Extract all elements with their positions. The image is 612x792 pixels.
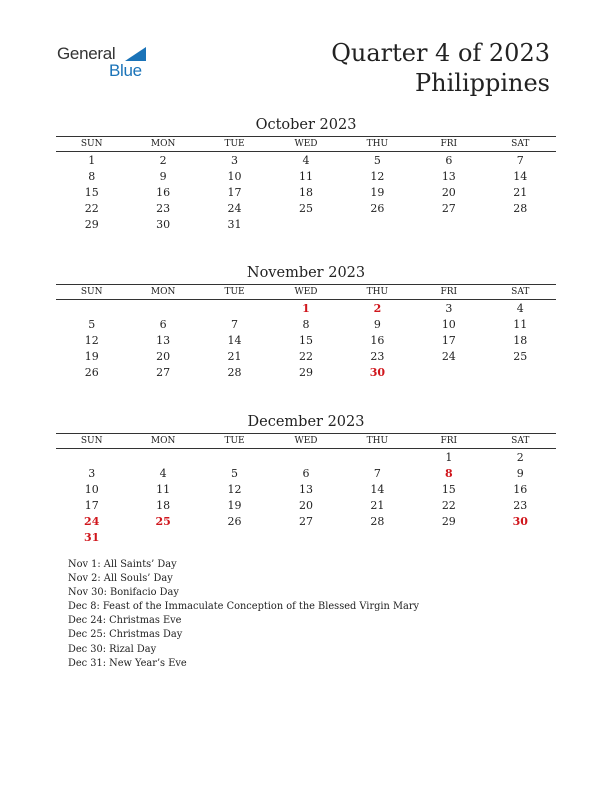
day-cell: 6 <box>445 153 453 167</box>
day-cell: 15 <box>84 185 99 199</box>
week-row <box>56 529 556 545</box>
page-title <box>331 38 550 98</box>
day-cell: 11 <box>513 317 528 331</box>
month-title: November 2023 <box>246 265 366 281</box>
day-cell <box>199 529 270 545</box>
day-cell <box>270 216 341 232</box>
day-cell: 9 <box>159 169 167 183</box>
day-cell <box>413 529 484 545</box>
day-cell: 7 <box>373 466 381 480</box>
day-cell: 28 <box>370 514 385 528</box>
day-cell: 27 <box>156 365 171 379</box>
day-cell: 18 <box>513 333 528 347</box>
day-cell <box>342 449 413 466</box>
day-cell: 13 <box>441 169 456 183</box>
day-cell: 25 <box>298 201 313 215</box>
day-cell <box>127 300 198 317</box>
day-cell: 29 <box>441 514 456 528</box>
calendar-grid <box>56 284 556 380</box>
day-cell: 9 <box>373 317 381 331</box>
day-cell: 3 <box>445 301 453 315</box>
holiday-day-cell: 31 <box>84 530 100 544</box>
holiday-day-cell: 30 <box>369 365 386 379</box>
day-cell: 21 <box>370 498 385 512</box>
logo-text-blue: Blue <box>109 61 142 80</box>
day-cell: 19 <box>370 185 385 199</box>
day-cell <box>199 449 270 466</box>
day-cell: 19 <box>84 349 99 363</box>
day-cell <box>127 449 198 466</box>
week-row <box>56 300 556 317</box>
day-cell: 22 <box>298 349 313 363</box>
calendar-grid <box>56 136 556 232</box>
holiday-note: Dec 8: Feast of the Immaculate Conception of the Blessed Virgin Mary <box>68 601 420 613</box>
day-cell <box>485 529 556 545</box>
day-cell: 18 <box>298 185 313 199</box>
day-cell: 29 <box>298 365 313 379</box>
day-cell: 5 <box>231 466 239 480</box>
week-row <box>56 513 556 529</box>
day-cell: 15 <box>441 482 456 496</box>
day-cell: 17 <box>227 185 242 199</box>
day-cell: 9 <box>516 466 524 480</box>
day-cell: 4 <box>159 466 167 480</box>
holiday-notes <box>68 558 419 671</box>
day-cell: 27 <box>441 201 456 215</box>
day-cell: 23 <box>513 498 528 512</box>
day-cell: 1 <box>88 153 96 167</box>
calendar-grid <box>56 433 556 545</box>
weekday-header: WED <box>270 285 341 300</box>
week-row <box>56 152 556 169</box>
day-cell <box>56 300 127 317</box>
weekday-header: MON <box>127 285 198 300</box>
day-cell: 11 <box>298 169 313 183</box>
weekday-header: TUE <box>199 285 270 300</box>
day-cell: 26 <box>370 201 385 215</box>
day-cell: 7 <box>231 317 239 331</box>
day-cell <box>270 449 341 466</box>
day-cell: 19 <box>227 498 242 512</box>
day-cell: 20 <box>441 185 456 199</box>
week-row <box>56 449 556 466</box>
day-cell: 27 <box>298 514 313 528</box>
day-cell: 31 <box>227 217 242 231</box>
day-cell: 26 <box>84 365 99 379</box>
weekday-header: MON <box>127 434 198 449</box>
day-cell: 6 <box>159 317 167 331</box>
day-cell: 3 <box>88 466 96 480</box>
weekday-header: TUE <box>199 434 270 449</box>
day-cell: 8 <box>88 169 96 183</box>
day-cell: 5 <box>88 317 96 331</box>
weekday-header: SUN <box>56 137 127 152</box>
day-cell: 20 <box>156 349 171 363</box>
day-cell: 18 <box>156 498 171 512</box>
weekday-header: THU <box>342 434 413 449</box>
day-cell: 7 <box>516 153 524 167</box>
weekday-header: TUE <box>199 137 270 152</box>
week-row <box>56 332 556 348</box>
day-cell: 5 <box>373 153 381 167</box>
day-cell: 11 <box>156 482 171 496</box>
day-cell: 12 <box>227 482 242 496</box>
day-cell: 12 <box>370 169 385 183</box>
day-cell: 21 <box>513 185 528 199</box>
weekday-header: SAT <box>485 285 556 300</box>
weekday-header: THU <box>342 137 413 152</box>
day-cell: 26 <box>227 514 242 528</box>
month-december <box>56 414 556 545</box>
weekday-header: SAT <box>485 434 556 449</box>
week-row <box>56 168 556 184</box>
day-cell: 22 <box>441 498 456 512</box>
day-cell <box>485 216 556 232</box>
logo-text-general: General <box>57 44 116 63</box>
day-cell <box>342 216 413 232</box>
week-row <box>56 481 556 497</box>
day-cell: 25 <box>513 349 528 363</box>
day-cell: 30 <box>156 217 171 231</box>
weekday-header: SUN <box>56 434 127 449</box>
day-cell: 22 <box>84 201 99 215</box>
day-cell: 4 <box>516 301 524 315</box>
day-cell: 16 <box>156 185 171 199</box>
holiday-day-cell: 1 <box>302 301 310 315</box>
day-cell: 24 <box>441 349 456 363</box>
holiday-note: Nov 2: All Souls’ Day <box>68 573 173 585</box>
holiday-day-cell: 24 <box>84 514 100 528</box>
week-row <box>56 200 556 216</box>
day-cell: 13 <box>298 482 313 496</box>
day-cell: 13 <box>156 333 171 347</box>
day-cell: 14 <box>227 333 242 347</box>
day-cell <box>342 529 413 545</box>
day-cell: 1 <box>445 450 453 464</box>
day-cell: 2 <box>516 450 524 464</box>
logo-triangle-icon <box>125 47 146 61</box>
title-quarter: Quarter 4 of 2023 <box>331 39 550 67</box>
day-cell: 14 <box>370 482 385 496</box>
day-cell <box>413 364 484 380</box>
day-cell: 20 <box>298 498 313 512</box>
day-cell: 14 <box>513 169 528 183</box>
day-cell: 10 <box>227 169 242 183</box>
general-blue-logo <box>57 44 157 84</box>
week-row <box>56 497 556 513</box>
weekday-header: FRI <box>413 137 484 152</box>
week-row <box>56 364 556 380</box>
holiday-note: Dec 25: Christmas Day <box>68 629 183 641</box>
holiday-note: Dec 24: Christmas Eve <box>68 615 182 627</box>
day-cell <box>56 449 127 466</box>
day-cell: 21 <box>227 349 242 363</box>
day-cell: 6 <box>302 466 310 480</box>
day-cell: 28 <box>227 365 242 379</box>
day-cell: 16 <box>513 482 528 496</box>
month-title: October 2023 <box>255 117 357 133</box>
weekday-header: THU <box>342 285 413 300</box>
holiday-note: Nov 1: All Saints’ Day <box>68 559 177 570</box>
day-cell: 10 <box>84 482 99 496</box>
weekday-header: SAT <box>485 137 556 152</box>
week-row <box>56 348 556 364</box>
day-cell: 23 <box>156 201 171 215</box>
holiday-note: Dec 30: Rizal Day <box>68 643 157 655</box>
day-cell: 10 <box>441 317 456 331</box>
weekday-header: FRI <box>413 434 484 449</box>
title-country: Philippines <box>414 69 550 97</box>
day-cell: 3 <box>231 153 239 167</box>
day-cell <box>127 529 198 545</box>
day-cell <box>199 300 270 317</box>
holiday-note: Nov 30: Bonifacio Day <box>68 587 179 599</box>
week-row <box>56 216 556 232</box>
weekday-header: FRI <box>413 285 484 300</box>
day-cell: 29 <box>84 217 99 231</box>
day-cell: 17 <box>84 498 99 512</box>
day-cell: 8 <box>302 317 310 331</box>
day-cell: 15 <box>298 333 313 347</box>
holiday-note: Dec 31: New Year’s Eve <box>68 657 187 669</box>
week-row <box>56 316 556 332</box>
holiday-day-cell: 30 <box>512 514 528 528</box>
day-cell: 16 <box>370 333 385 347</box>
weekday-header: WED <box>270 137 341 152</box>
holiday-day-cell: 2 <box>373 301 382 315</box>
day-cell: 17 <box>441 333 456 347</box>
day-cell <box>485 364 556 380</box>
holiday-day-cell: 25 <box>155 514 171 528</box>
month-title: December 2023 <box>247 414 365 430</box>
weekday-header: MON <box>127 137 198 152</box>
day-cell <box>413 216 484 232</box>
month-november <box>56 265 556 380</box>
day-cell: 12 <box>84 333 99 347</box>
day-cell <box>270 529 341 545</box>
month-october <box>56 117 556 232</box>
day-cell: 24 <box>227 201 242 215</box>
week-row <box>56 184 556 200</box>
day-cell: 4 <box>302 153 310 167</box>
weekday-header: SUN <box>56 285 127 300</box>
holiday-day-cell: 8 <box>444 466 453 480</box>
day-cell: 28 <box>513 201 528 215</box>
weekday-header: WED <box>270 434 341 449</box>
day-cell: 23 <box>370 349 385 363</box>
week-row <box>56 465 556 481</box>
day-cell: 2 <box>159 153 167 167</box>
